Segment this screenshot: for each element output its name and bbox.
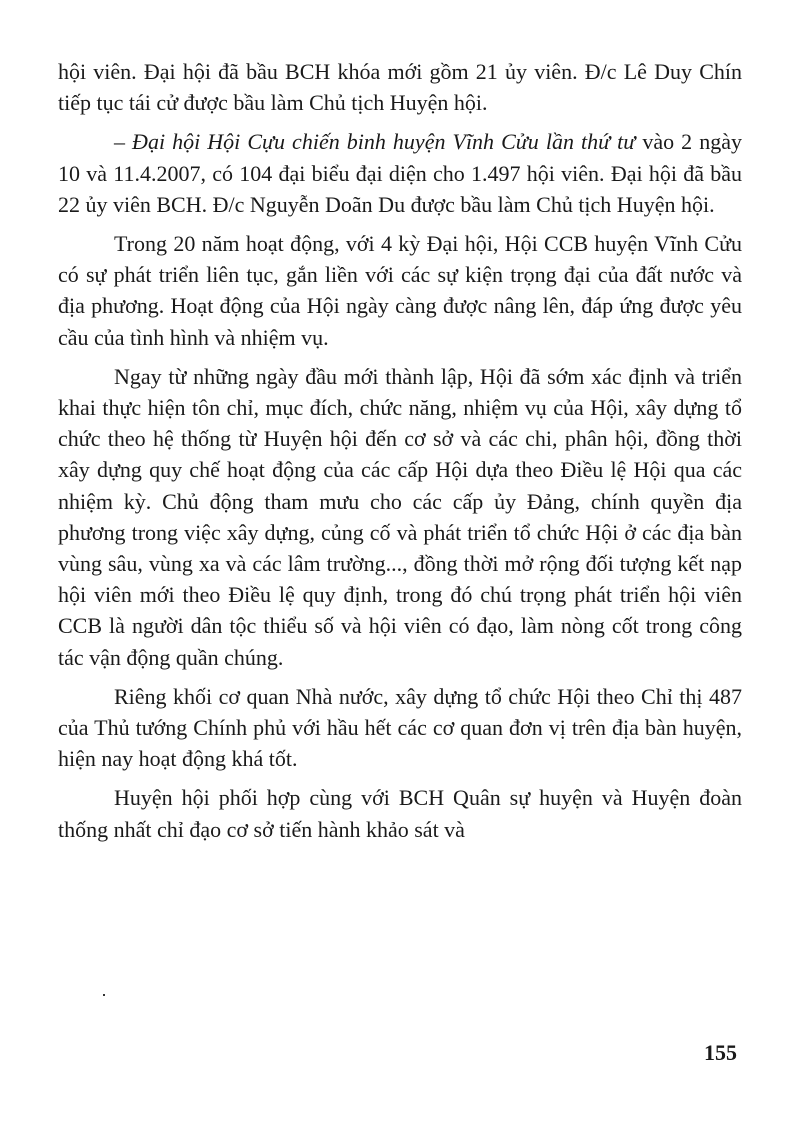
paragraph-founding bbox=[58, 361, 742, 673]
page-number: 155 bbox=[704, 1040, 737, 1065]
print-speck bbox=[103, 994, 105, 996]
paragraph-continuation bbox=[58, 56, 742, 118]
paragraph-text: Ngay từ những ngày đầu mới thành lập, Hội đã sớm xác định và triển khai thực hiện tôn chỉ, mục đích, chức năng, nhiệm vụ của Hội, xây dựng tổ chức theo hệ thống từ Huyện hội đến cơ sở và các chi, phân hội, đồng thời xây dựng quy chế hoạt động của các cấp Hội dựa theo Điều lệ Hội qua các nhiệm kỳ. Chủ động tham mưu cho các cấp ủy Đảng, chính quyền địa phương trong việc xây dựng, củng cố và phát triển tổ chức Hội ở các địa bàn vùng sâu, vùng xa và các lâm trường..., đồng thời mở rộng đối tượng kết nạp hội viên mới theo Điều lệ quy định, trong đó chú trọng phát triển hội viên CCB là người dân tộc thiểu số và hội viên có đạo, làm nòng cốt trong công tác vận động quần chúng. bbox=[58, 363, 742, 670]
paragraph-state-agencies bbox=[58, 681, 742, 775]
paragraph-congress-fourth bbox=[58, 126, 742, 220]
body-text bbox=[58, 56, 742, 853]
paragraph-text: Trong 20 năm hoạt động, với 4 kỳ Đại hội, Hội CCB huyện Vĩnh Cửu có sự phát triển liên tục, gắn liền với các sự kiện trọng đại của đất nước và địa phương. Hoạt động của Hội ngày càng được nâng lên, đáp ứng được yêu cầu của tình hình và nhiệm vụ. bbox=[58, 231, 742, 350]
paragraph-italic-lead: – Đại hội Hội Cựu chiến binh huyện Vĩnh Cửu lần thứ tư bbox=[114, 129, 636, 155]
paragraph-twenty-years bbox=[58, 228, 742, 353]
paragraph-text: vào 2 ngày 10 và 11.4.2007, có 104 đại biểu đại diện cho 1.497 hội viên. Đại hội đã bầu 22 ủy viên BCH. Đ/c Nguyễn Doãn Du được bầu làm Chủ tịch Huyện hội. bbox=[58, 129, 742, 217]
paragraph-text: Huyện hội phối hợp cùng với BCH Quân sự huyện và Huyện đoàn thống nhất chỉ đạo cơ sở tiến hành khảo sát và bbox=[58, 785, 742, 842]
paragraph-text: Riêng khối cơ quan Nhà nước, xây dựng tổ chức Hội theo Chỉ thị 487 của Thủ tướng Chính phủ với hầu hết các cơ quan đơn vị trên địa bàn huyện, hiện nay hoạt động khá tốt. bbox=[58, 683, 742, 772]
paragraph-text: hội viên. Đại hội đã bầu BCH khóa mới gồm 21 ủy viên. Đ/c Lê Duy Chín tiếp tục tái cử được bầu làm Chủ tịch Huyện hội. bbox=[58, 59, 742, 116]
paragraph-coordination bbox=[58, 782, 742, 844]
